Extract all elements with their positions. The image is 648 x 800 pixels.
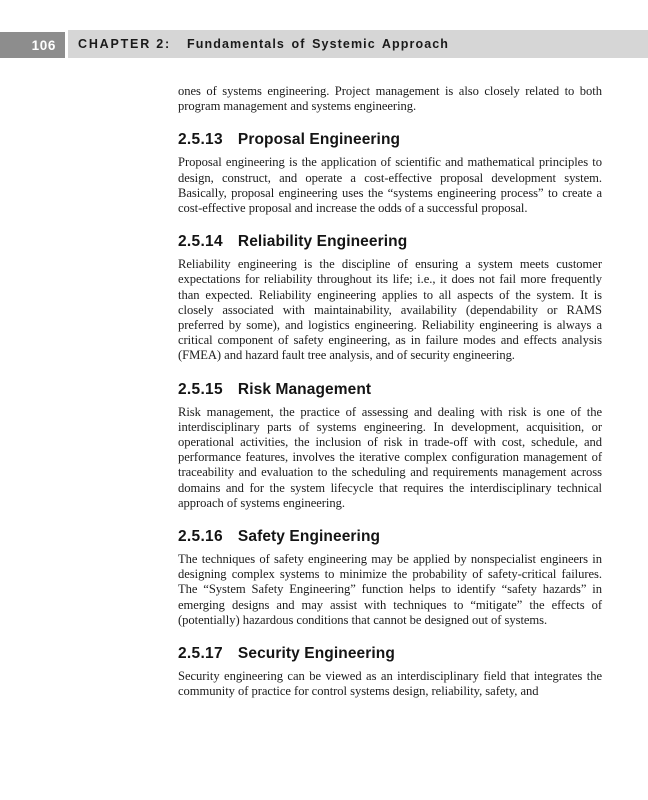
page-number: 106 <box>31 37 56 53</box>
section-number: 2.5.13 <box>178 131 223 149</box>
section-paragraph: Proposal engineering is the application of scientific and mathematical principles to design, construct, and operate a cost-effective proposal development system. Basically, proposal engineering uses the “systems engineering process” to create a cost-effective proposal and increase the odds of a successful proposal. <box>178 155 602 216</box>
section-number: 2.5.17 <box>178 645 223 663</box>
section-number: 2.5.15 <box>178 380 223 398</box>
section-number: 2.5.16 <box>178 528 223 546</box>
section-title: Safety Engineering <box>237 528 381 546</box>
section-reliability-engineering <box>178 234 602 363</box>
intro-paragraph: ones of systems engineering. Project management is also closely related to both program management and systems engineering. <box>178 84 602 114</box>
section-heading <box>178 132 602 148</box>
chapter-header-bar <box>68 30 648 58</box>
chapter-title: Fundamentals of Systemic Approach <box>187 37 450 51</box>
chapter-label: CHAPTER 2: <box>78 37 172 51</box>
section-number: 2.5.14 <box>178 233 223 251</box>
section-paragraph: Reliability engineering is the discipline of ensuring a system meets customer expectations for reliability throughout its life; i.e., it does not fail more frequently than expected. Reliability engineering applies to all aspects of the system. It is closely associated with maintainability, availability (dependability or RAMS preferred by some), and logistics engineering. Reliability engineering is always a critical component of safety engineering, as in failure modes and effects analysis (FMEA) and hazard fault tree analysis, and of security engineering. <box>178 257 602 363</box>
section-paragraph: Risk management, the practice of assessing and dealing with risk is one of the interdisciplinary parts of systems engineering. In development, acquisition, or operational activities, the inclusion of risk in trade-off with cost, schedule, and performance features, involves the iterative complex configuration management of traceability and evaluation to the scheduling and requirements management across domains and for the system lifecycle that requires the interdisciplinary technical approach of systems engineering. <box>178 404 602 510</box>
section-proposal-engineering <box>178 132 602 216</box>
page-body <box>178 84 602 699</box>
section-heading <box>178 646 602 662</box>
section-heading <box>178 529 602 545</box>
section-paragraph: Security engineering can be viewed as an interdisciplinary field that integrates the community of practice for control systems design, reliability, safety, and <box>178 669 602 699</box>
page-number-badge <box>0 32 65 58</box>
section-paragraph: The techniques of safety engineering may be applied by nonspecialist engineers in designing complex systems to minimize the probability of safety-critical failures. The “System Safety Engineering” function helps to identify “safety hazards” in emerging designs and may assist with techniques to “mitigate” the effects of (potentially) hazardous conditions that cannot be designed out of systems. <box>178 552 602 627</box>
section-safety-engineering <box>178 529 602 628</box>
section-security-engineering <box>178 646 602 699</box>
section-title: Security Engineering <box>237 645 395 663</box>
section-heading <box>178 382 602 398</box>
section-title: Proposal Engineering <box>237 131 401 149</box>
section-risk-management <box>178 382 602 511</box>
running-head <box>0 30 648 58</box>
section-heading <box>178 234 602 250</box>
section-title: Risk Management <box>237 380 372 398</box>
section-title: Reliability Engineering <box>237 233 408 251</box>
